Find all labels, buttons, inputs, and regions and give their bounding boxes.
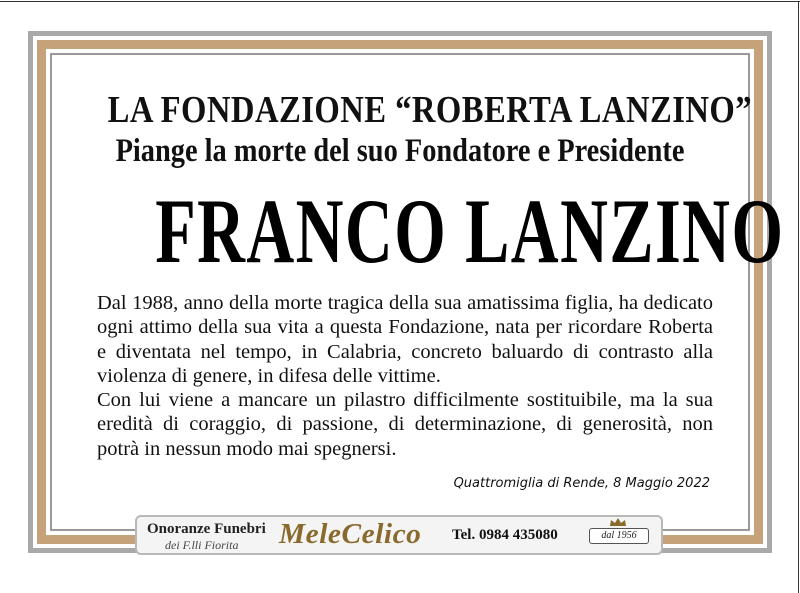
place-and-date: Quattromiglia di Rende, 8 Maggio 2022 xyxy=(453,476,710,491)
funeral-home-title: Onoranze Funebri xyxy=(147,521,266,537)
mourning-subheading: Piange la morte del suo Fondatore e Presidente xyxy=(115,133,685,169)
right-border-line xyxy=(798,1,799,593)
phone-number: Tel. 0984 435080 xyxy=(452,527,558,543)
foundation-heading: LA FONDAZIONE “ROBERTA LANZINO” xyxy=(107,89,753,131)
body-paragraph-2: Con lui viene a mancare un pilastro difficilmente sostituibile, ma la sua eredità di coraggio, di passione, di determinazione, di generosità, non potrà in nessun modo mai spegnersi. xyxy=(97,389,713,460)
funeral-home-badge xyxy=(135,515,663,555)
notice-body xyxy=(97,291,713,461)
brand-logo: MeleCelico xyxy=(279,519,422,550)
body-paragraph-1: Dal 1988, anno della morte tragica della sua amatissima figlia, ha dedicato ogni attimo della sua vita a questa Fondazione, nata per ricordare Roberta e diventata nel tempo, in Calabria, concreto baluardo di contrasto alla violenza di genere, in difesa delle vittime. xyxy=(97,292,713,387)
funeral-home-subtitle: dei F.lli Fiorita xyxy=(165,538,239,552)
since-badge: dal 1956 xyxy=(589,528,649,544)
top-border-line xyxy=(0,1,800,2)
deceased-name: FRANCO LANZINO xyxy=(155,180,785,282)
crown-icon xyxy=(608,517,628,527)
